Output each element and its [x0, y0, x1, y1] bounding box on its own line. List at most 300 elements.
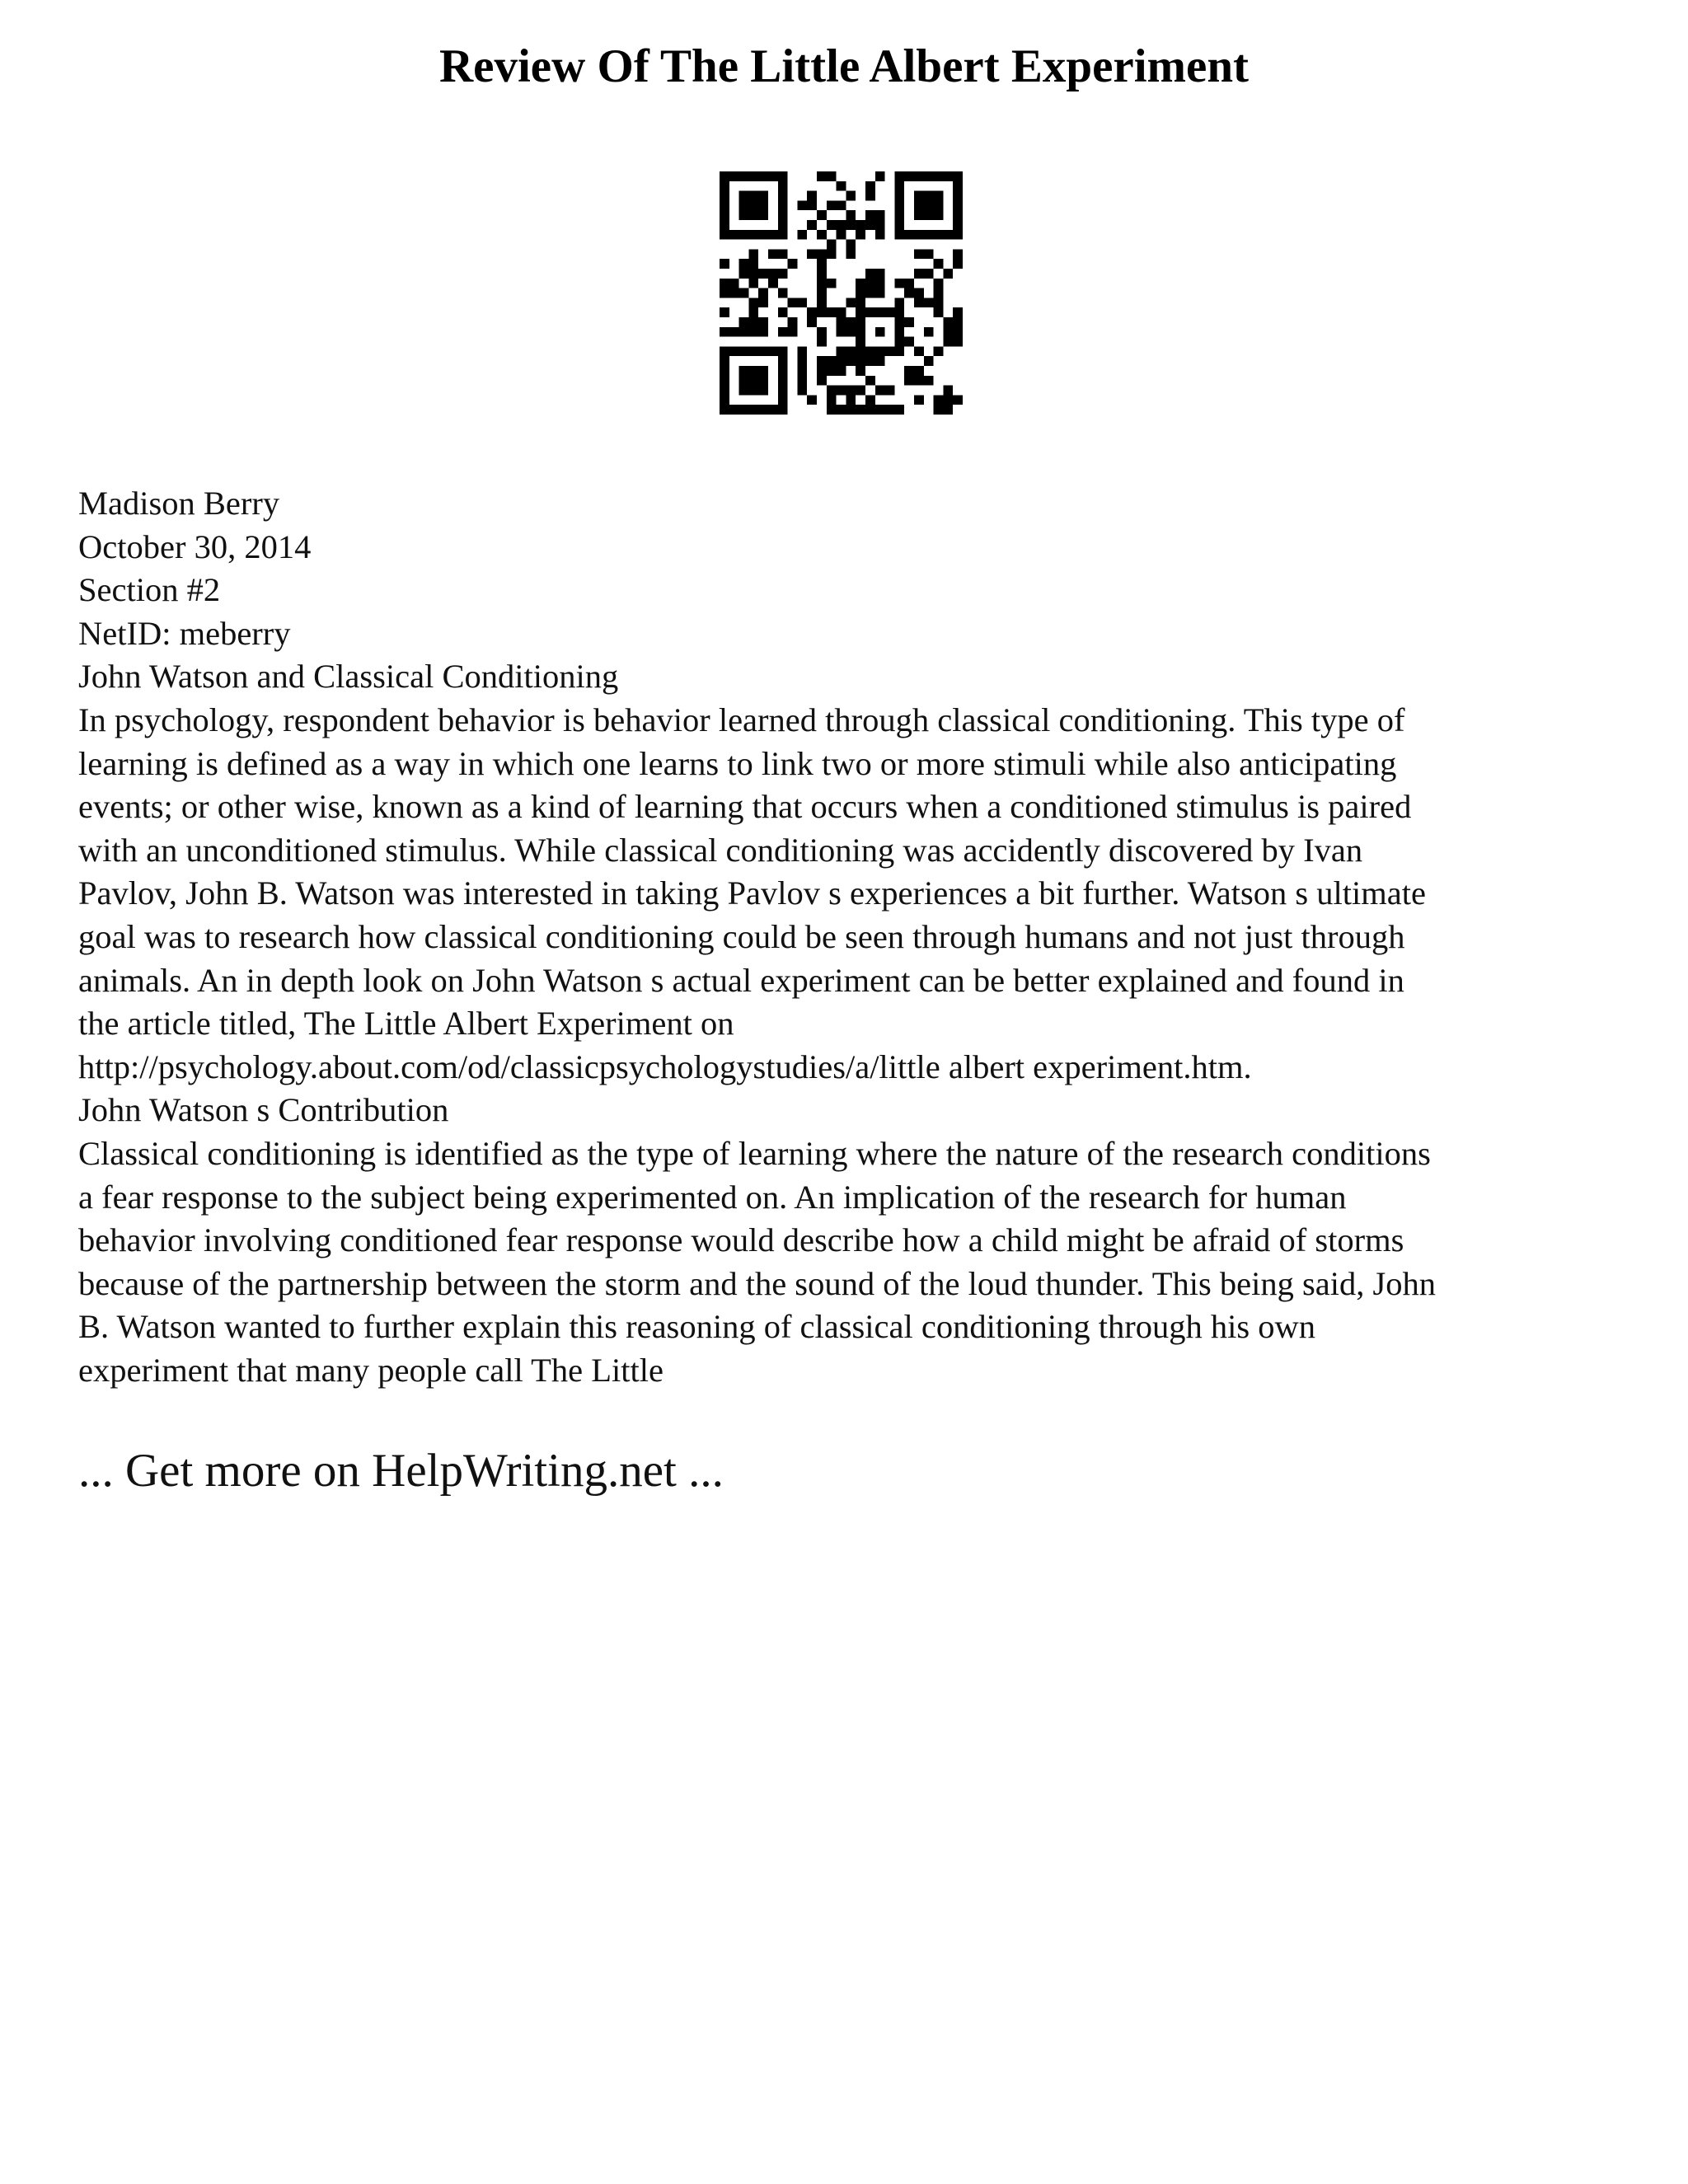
- qr-module: [827, 171, 837, 181]
- qr-module: [924, 249, 934, 259]
- paragraph-line: a fear response to the subject being experimented on. An implication of the research for human: [78, 1178, 1347, 1216]
- qr-module: [934, 259, 944, 269]
- qr-module: [953, 191, 963, 201]
- qr-module: [934, 346, 944, 356]
- qr-module: [768, 230, 778, 240]
- qr-module: [778, 249, 788, 259]
- qr-module: [856, 327, 865, 337]
- qr-module: [934, 298, 944, 307]
- qr-module: [720, 220, 729, 230]
- qr-module: [768, 269, 778, 279]
- qr-module: [720, 230, 729, 240]
- qr-module: [748, 327, 758, 337]
- qr-module: [817, 376, 827, 386]
- qr-module: [924, 376, 934, 386]
- paragraph-line: because of the partnership between the storm and the sound of the loud thunder. This being said, John: [78, 1264, 1437, 1302]
- paragraph-line: with an unconditioned stimulus. While classical conditioning was accidently discovered by Ivan: [78, 831, 1363, 869]
- qr-module: [778, 356, 788, 366]
- qr-module: [778, 230, 788, 240]
- qr-module: [788, 327, 798, 337]
- paragraph-line: experiment that many people call The Little: [78, 1351, 663, 1389]
- qr-module: [827, 279, 837, 288]
- qr-module: [817, 230, 827, 240]
- qr-module: [856, 366, 865, 376]
- qr-module: [729, 327, 739, 337]
- qr-module: [817, 288, 827, 298]
- qr-module: [778, 307, 788, 317]
- qr-module: [739, 346, 749, 356]
- qr-module: [739, 210, 749, 220]
- qr-module: [894, 317, 904, 327]
- qr-module: [720, 327, 729, 337]
- qr-module: [720, 171, 729, 181]
- qr-module: [943, 269, 953, 279]
- qr-module: [720, 395, 729, 405]
- qr-module: [875, 346, 885, 356]
- qr-module: [807, 395, 817, 405]
- qr-module: [924, 269, 934, 279]
- qr-module: [924, 230, 934, 240]
- paragraph-line: events; or other wise, known as a kind of learning that occurs when a conditioned stimulus is paired: [78, 788, 1412, 826]
- qr-module: [748, 249, 758, 259]
- qr-module: [865, 210, 875, 220]
- qr-code-graphic: [720, 171, 963, 415]
- qr-module: [797, 346, 807, 356]
- qr-module: [837, 346, 846, 356]
- qr-module: [885, 386, 895, 396]
- article-url: http://psychology.about.com/od/classicpsychologystudies/a/little albert experiment.htm.: [78, 1047, 1252, 1085]
- qr-module: [837, 200, 846, 210]
- paragraph-line: behavior involving conditioned fear response would describe how a child might be afraid of storms: [78, 1221, 1404, 1259]
- qr-module: [894, 279, 904, 288]
- qr-module: [739, 376, 749, 386]
- qr-module: [914, 210, 924, 220]
- qr-module: [827, 405, 837, 415]
- qr-module: [748, 210, 758, 220]
- qr-module: [894, 405, 904, 415]
- qr-module: [729, 230, 739, 240]
- qr-module: [720, 307, 729, 317]
- paragraph-line: Pavlov, John B. Watson was interested in taking Pavlov s experiences a bit further. Watson s ultimate: [78, 874, 1426, 912]
- qr-module: [953, 220, 963, 230]
- qr-module: [827, 366, 837, 376]
- qr-module: [924, 171, 934, 181]
- qr-module: [943, 386, 953, 396]
- qr-module: [953, 337, 963, 347]
- paragraph-line: B. Watson wanted to further explain this reasoning of classical conditioning through his own: [78, 1308, 1315, 1346]
- qr-module: [846, 317, 856, 327]
- qr-module: [914, 298, 924, 307]
- qr-module: [846, 327, 856, 337]
- qr-module: [865, 269, 875, 279]
- qr-module: [865, 356, 875, 366]
- qr-module: [904, 279, 914, 288]
- qr-module: [720, 259, 729, 269]
- qr-module: [739, 405, 749, 415]
- qr-module: [758, 230, 768, 240]
- qr-module: [720, 200, 729, 210]
- qr-module: [837, 307, 846, 317]
- qr-module: [885, 346, 895, 356]
- qr-module: [739, 366, 749, 376]
- qr-module: [846, 249, 856, 259]
- qr-module: [904, 366, 914, 376]
- qr-module: [914, 395, 924, 405]
- qr-module: [837, 317, 846, 327]
- qr-module: [904, 376, 914, 386]
- paragraph-line: Classical conditioning is identified as the type of learning where the nature of the research conditions: [78, 1134, 1431, 1172]
- qr-module: [778, 346, 788, 356]
- qr-module: [914, 366, 924, 376]
- qr-module: [837, 181, 846, 191]
- qr-module: [758, 317, 768, 327]
- qr-module: [856, 346, 865, 356]
- qr-module: [865, 220, 875, 230]
- qr-module: [894, 210, 904, 220]
- qr-module: [934, 230, 944, 240]
- get-more-link[interactable]: ... Get more on HelpWriting.net ...: [78, 1445, 724, 1497]
- qr-module: [768, 279, 778, 288]
- qr-module: [778, 269, 788, 279]
- qr-module: [914, 200, 924, 210]
- qr-module: [827, 200, 837, 210]
- qr-module: [943, 171, 953, 181]
- paragraph-line: learning is defined as a way in which one learns to link two or more stimuli while also anticipating: [78, 744, 1397, 782]
- qr-module: [856, 317, 865, 327]
- qr-module: [827, 356, 837, 366]
- qr-module: [797, 298, 807, 307]
- qr-module: [817, 337, 827, 347]
- paragraph-line: animals. An in depth look on John Watson s actual experiment can be better explained and found in: [78, 961, 1404, 999]
- qr-module: [924, 327, 934, 337]
- qr-module: [904, 317, 914, 327]
- qr-module: [768, 405, 778, 415]
- section-heading-classical-conditioning: John Watson and Classical Conditioning: [78, 658, 619, 696]
- qr-module: [914, 346, 924, 356]
- qr-module: [720, 191, 729, 201]
- qr-module: [807, 317, 817, 327]
- qr-module: [846, 240, 856, 250]
- qr-module: [894, 230, 904, 240]
- qr-module: [885, 405, 895, 415]
- qr-module: [758, 200, 768, 210]
- qr-module: [875, 386, 885, 396]
- qr-module: [768, 249, 778, 259]
- qr-module: [827, 307, 837, 317]
- qr-module: [817, 210, 827, 220]
- qr-module: [846, 220, 856, 230]
- qr-module: [748, 200, 758, 210]
- qr-module: [778, 200, 788, 210]
- qr-module: [797, 386, 807, 396]
- qr-module: [953, 249, 963, 259]
- qr-module: [758, 405, 768, 415]
- qr-module: [875, 279, 885, 288]
- qr-module: [934, 395, 944, 405]
- qr-module: [953, 317, 963, 327]
- qr-module: [729, 288, 739, 298]
- qr-module: [768, 171, 778, 181]
- qr-module: [797, 230, 807, 240]
- qr-module: [778, 395, 788, 405]
- qr-module: [914, 191, 924, 201]
- qr-module: [875, 356, 885, 366]
- qr-module: [739, 200, 749, 210]
- qr-module: [943, 327, 953, 337]
- qr-module: [934, 307, 944, 317]
- qr-module: [758, 288, 768, 298]
- qr-module: [934, 191, 944, 201]
- qr-module: [943, 405, 953, 415]
- qr-module: [894, 337, 904, 347]
- qr-module: [894, 327, 904, 337]
- qr-module: [748, 269, 758, 279]
- qr-module: [807, 220, 817, 230]
- qr-module: [837, 356, 846, 366]
- qr-module: [953, 259, 963, 269]
- qr-module: [758, 386, 768, 396]
- qr-module: [827, 386, 837, 396]
- qr-module: [924, 200, 934, 210]
- qr-module: [807, 307, 817, 317]
- qr-module: [817, 298, 827, 307]
- qr-module: [817, 171, 827, 181]
- qr-module: [817, 279, 827, 288]
- qr-module: [748, 307, 758, 317]
- qr-module: [778, 191, 788, 201]
- qr-module: [729, 405, 739, 415]
- qr-module: [837, 220, 846, 230]
- qr-module: [924, 356, 934, 366]
- qr-module: [953, 200, 963, 210]
- qr-module: [817, 366, 827, 376]
- qr-module: [768, 346, 778, 356]
- qr-module: [778, 386, 788, 396]
- qr-module: [788, 317, 798, 327]
- qr-module: [720, 366, 729, 376]
- qr-module: [856, 279, 865, 288]
- qr-module: [894, 191, 904, 201]
- qr-module: [807, 249, 817, 259]
- qr-module: [748, 376, 758, 386]
- qr-module: [778, 181, 788, 191]
- document-body: [78, 482, 1628, 1392]
- qr-module: [739, 317, 749, 327]
- section-heading-contribution: John Watson s Contribution: [78, 1091, 449, 1129]
- qr-module: [739, 386, 749, 396]
- paragraph-line: the article titled, The Little Albert Experiment on: [78, 1005, 734, 1043]
- qr-module: [914, 230, 924, 240]
- qr-module: [914, 288, 924, 298]
- qr-module: [748, 366, 758, 376]
- qr-module: [846, 298, 856, 307]
- qr-module: [827, 220, 837, 230]
- qr-module: [720, 376, 729, 386]
- qr-module: [807, 191, 817, 201]
- qr-module: [817, 259, 827, 269]
- qr-module: [924, 298, 934, 307]
- qr-module: [758, 269, 768, 279]
- qr-module: [894, 200, 904, 210]
- qr-module: [739, 327, 749, 337]
- qr-module: [788, 259, 798, 269]
- qr-module: [894, 346, 904, 356]
- qr-module: [875, 210, 885, 220]
- qr-module: [739, 191, 749, 201]
- qr-module: [778, 376, 788, 386]
- qr-module: [720, 405, 729, 415]
- paragraph-line: In psychology, respondent behavior is behavior learned through classical conditioning. This type of: [78, 701, 1405, 738]
- qr-module: [924, 210, 934, 220]
- qr-module: [778, 171, 788, 181]
- qr-module: [865, 181, 875, 191]
- qr-module: [778, 220, 788, 230]
- qr-module: [924, 191, 934, 201]
- qr-module: [865, 346, 875, 356]
- qr-module: [797, 356, 807, 366]
- qr-module: [797, 376, 807, 386]
- qr-module: [758, 376, 768, 386]
- qr-module: [856, 356, 865, 366]
- qr-module: [865, 395, 875, 405]
- qr-module: [817, 269, 827, 279]
- qr-module: [914, 171, 924, 181]
- qr-module: [720, 386, 729, 396]
- qr-module: [729, 171, 739, 181]
- qr-module: [758, 346, 768, 356]
- qr-module: [943, 317, 953, 327]
- qr-module: [914, 269, 924, 279]
- qr-module: [807, 200, 817, 210]
- qr-module: [788, 298, 798, 307]
- qr-module: [739, 288, 749, 298]
- qr-module: [846, 386, 856, 396]
- qr-module: [748, 171, 758, 181]
- qr-module: [827, 249, 837, 259]
- qr-module: [943, 395, 953, 405]
- qr-module: [904, 337, 914, 347]
- qr-module: [720, 181, 729, 191]
- qr-module: [875, 230, 885, 240]
- qr-module: [875, 220, 885, 230]
- qr-module: [934, 405, 944, 415]
- qr-module: [778, 405, 788, 415]
- qr-module: [894, 220, 904, 230]
- qr-module: [865, 376, 875, 386]
- qr-module: [856, 386, 865, 396]
- section-number: Section #2: [78, 571, 221, 609]
- qr-module: [748, 346, 758, 356]
- qr-module: [748, 386, 758, 396]
- qr-module: [729, 346, 739, 356]
- qr-module: [894, 171, 904, 181]
- qr-module: [856, 337, 865, 347]
- qr-module: [953, 395, 963, 405]
- qr-module: [837, 405, 846, 415]
- qr-module: [846, 356, 856, 366]
- qr-module: [856, 220, 865, 230]
- qr-module: [865, 405, 875, 415]
- qr-module: [729, 279, 739, 288]
- paragraph-line: goal was to research how classical conditioning could be seen through humans and not just through: [78, 917, 1405, 955]
- qr-module: [904, 171, 914, 181]
- qr-module: [943, 337, 953, 347]
- qr-module: [846, 405, 856, 415]
- qr-module: [758, 327, 768, 337]
- qr-module: [846, 346, 856, 356]
- qr-module: [846, 395, 856, 405]
- qr-module: [856, 298, 865, 307]
- qr-module: [904, 288, 914, 298]
- qr-module: [758, 191, 768, 201]
- qr-module: [846, 210, 856, 220]
- qr-module: [934, 279, 944, 288]
- qr-module: [739, 171, 749, 181]
- qr-module: [797, 200, 807, 210]
- qr-module: [720, 210, 729, 220]
- qr-module: [817, 327, 827, 337]
- qr-module: [953, 171, 963, 181]
- qr-module: [748, 317, 758, 327]
- qr-module: [837, 366, 846, 376]
- qr-module: [817, 307, 827, 317]
- qr-module: [778, 288, 788, 298]
- qr-module: [885, 307, 895, 317]
- qr-module: [720, 279, 729, 288]
- qr-module: [758, 171, 768, 181]
- document-date: October 30, 2014: [78, 527, 312, 565]
- qr-module: [875, 327, 885, 337]
- qr-module: [865, 307, 875, 317]
- qr-code-icon: [720, 171, 963, 415]
- qr-module: [865, 288, 875, 298]
- qr-module: [817, 249, 827, 259]
- qr-module: [943, 230, 953, 240]
- qr-module: [778, 327, 788, 337]
- qr-module: [934, 200, 944, 210]
- qr-module: [748, 259, 758, 269]
- qr-module: [875, 171, 885, 181]
- qr-module: [875, 288, 885, 298]
- qr-module: [894, 307, 904, 317]
- qr-module: [758, 298, 768, 307]
- qr-module: [827, 240, 837, 250]
- qr-module: [720, 346, 729, 356]
- qr-module: [865, 279, 875, 288]
- qr-module: [894, 181, 904, 191]
- qr-module: [934, 171, 944, 181]
- qr-module: [856, 288, 865, 298]
- qr-module: [797, 366, 807, 376]
- qr-module: [817, 356, 827, 366]
- document-title: Review Of The Little Albert Experiment: [438, 40, 1250, 92]
- qr-module: [953, 181, 963, 191]
- qr-module: [837, 230, 846, 240]
- qr-module: [748, 279, 758, 288]
- qr-module: [875, 307, 885, 317]
- qr-module: [953, 307, 963, 317]
- qr-module: [748, 298, 758, 307]
- author-name: Madison Berry: [78, 485, 280, 522]
- qr-module: [904, 230, 914, 240]
- qr-module: [894, 298, 904, 307]
- qr-module: [739, 230, 749, 240]
- qr-module: [856, 230, 865, 240]
- qr-module: [758, 366, 768, 376]
- qr-module: [739, 269, 749, 279]
- qr-module: [934, 288, 944, 298]
- qr-module: [720, 356, 729, 366]
